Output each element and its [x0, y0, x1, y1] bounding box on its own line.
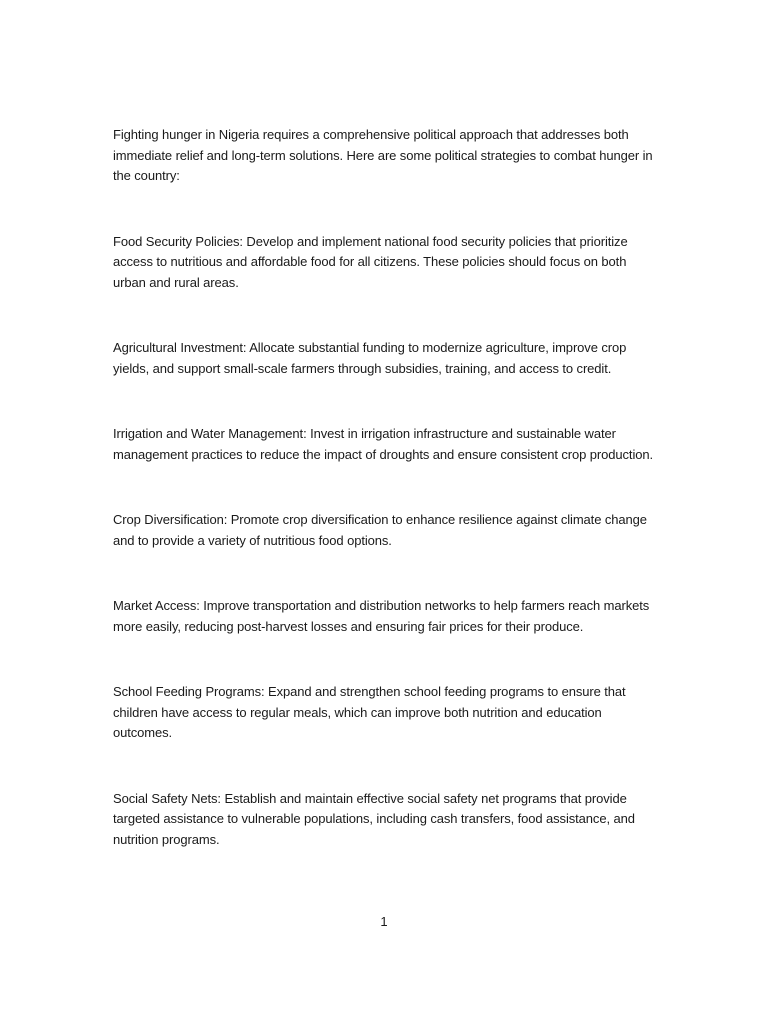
paragraph-crop-diversification: Crop Diversification: Promote crop diversification to enhance resilience against climate change and to provide a variety of nutritious food options. [113, 512, 647, 548]
document-body [113, 125, 653, 850]
paragraph-irrigation-water-management: Irrigation and Water Management: Invest in irrigation infrastructure and sustainable water management practices to reduce the impact of droughts and ensure consistent crop production. [113, 426, 654, 462]
paragraph-market-access: Market Access: Improve transportation and distribution networks to help farmers reach markets more easily, reducing post-harvest losses and ensuring fair prices for their produce. [113, 598, 650, 634]
paragraph-school-feeding-programs: School Feeding Programs: Expand and strengthen school feeding programs to ensure that children have access to regular meals, which can improve both nutrition and education outcomes. [113, 684, 626, 740]
page-number: 1 [380, 914, 388, 929]
paragraph-agricultural-investment: Agricultural Investment: Allocate substantial funding to modernize agriculture, improve crop yields, and support small-scale farmers through subsidies, training, and access to credit. [113, 340, 627, 376]
intro-paragraph: Fighting hunger in Nigeria requires a comprehensive political approach that addresses both immediate relief and long-term solutions. Here are some political strategies to combat hunger in the country: [113, 127, 653, 183]
paragraph-food-security-policies: Food Security Policies: Develop and implement national food security policies that prioritize access to nutritious and affordable food for all citizens. These policies should focus on both urban and rural areas. [113, 233, 628, 290]
paragraph-social-safety-nets: Social Safety Nets: Establish and maintain effective social safety net programs that provide targeted assistance to vulnerable populations, including cash transfers, food assistance, and nutrition programs. [113, 790, 635, 847]
